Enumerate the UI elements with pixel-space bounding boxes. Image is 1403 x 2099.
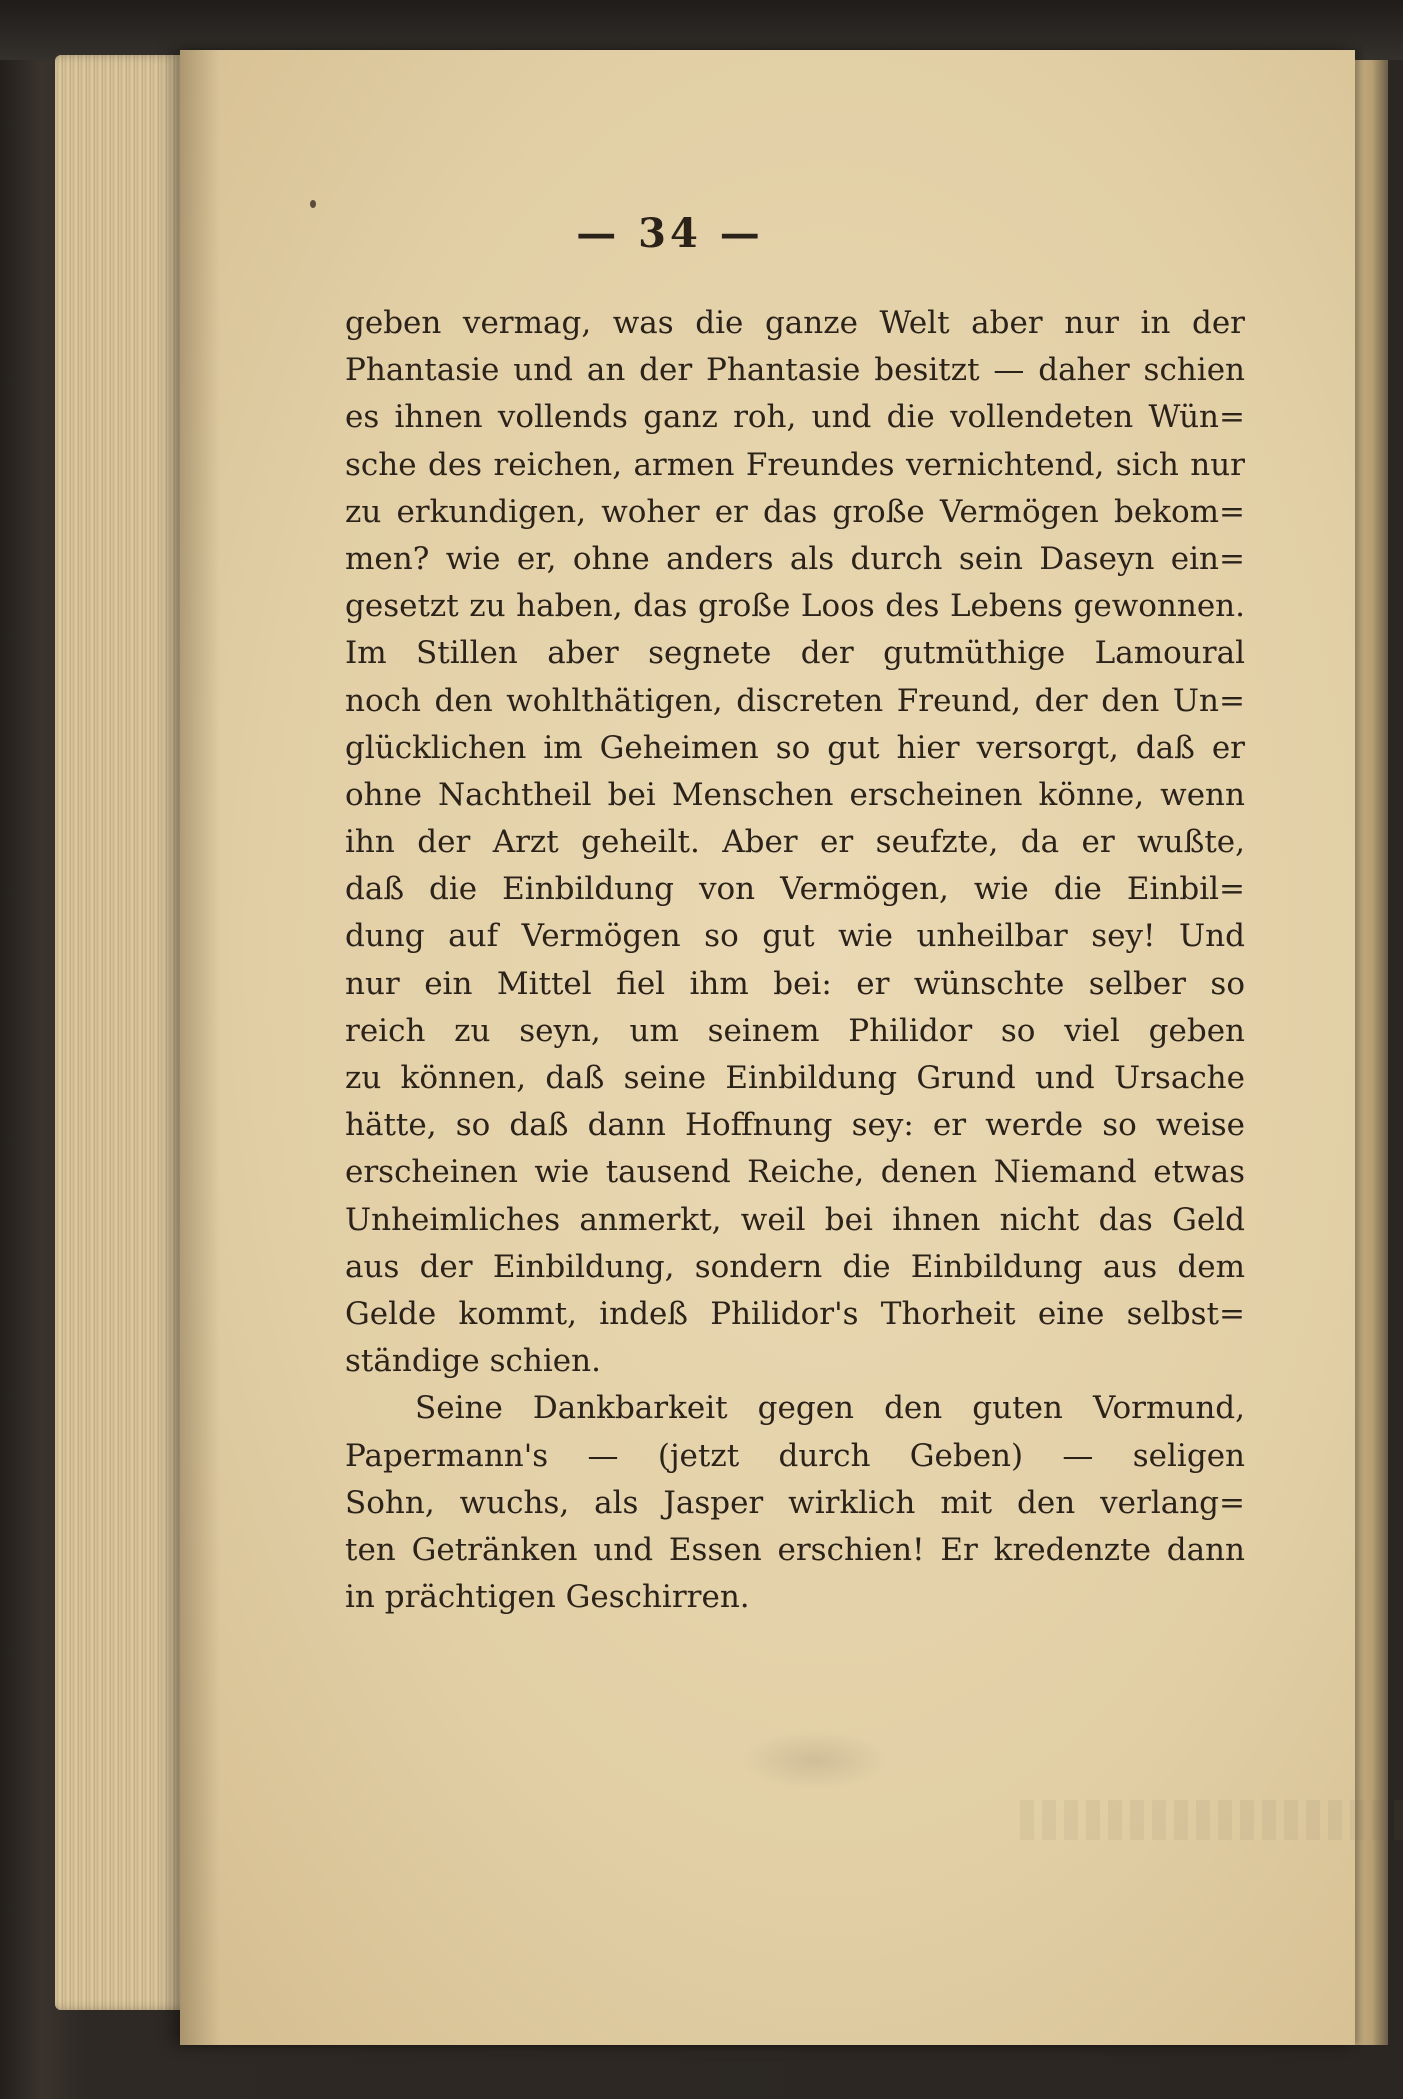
text-line: erscheinen wie tausend Reiche, denen Niemand etwas [345, 1154, 1245, 1191]
ink-spot [310, 200, 316, 208]
text-line: sche des reichen, armen Freundes vernichtend, sich nur [345, 446, 1245, 483]
text-line: reich zu seyn, um seinem Philidor so viel geben [345, 1012, 1245, 1049]
text-line: nur ein Mittel fiel ihm bei: er wünschte selber so [345, 965, 1245, 1002]
text-line: Seine Dankbarkeit gegen den guten Vormund, [415, 1390, 1245, 1427]
text-line: men? wie er, ohne anders als durch sein Daseyn ein= [345, 540, 1245, 577]
text-line: daß die Einbildung von Vermögen, wie die Einbil= [345, 871, 1245, 908]
text-line: Phantasie und an der Phantasie besitzt — daher schien [345, 352, 1245, 389]
text-line: noch den wohlthätigen, discreten Freund, der den Un= [345, 682, 1245, 719]
text-line: in prächtigen Geschirren. [345, 1579, 750, 1616]
text-line: ständige schien. [345, 1343, 601, 1380]
show-through-text [1020, 1800, 1403, 1840]
text-line: hätte, so daß dann Hoffnung sey: er werde so weise [345, 1107, 1245, 1144]
text-line: es ihnen vollends ganz roh, und die vollendeten Wün= [345, 399, 1245, 436]
text-line: geben vermag, was die ganze Welt aber nur in der [345, 305, 1245, 341]
text-line: Papermann's — (jetzt durch Geben) — seligen [345, 1437, 1245, 1474]
page-number: — 34 — [576, 210, 764, 257]
text-line: Gelde kommt, indeß Philidor's Thorheit eine selbst= [345, 1295, 1245, 1332]
show-through-mark [740, 1730, 890, 1790]
text-line: ohne Nachtheil bei Menschen erscheinen könne, wenn [345, 776, 1245, 813]
text-line: Im Stillen aber segnete der gutmüthige Lamoural [345, 635, 1245, 672]
page-edges-left [55, 55, 195, 2010]
text-line: zu können, daß seine Einbildung Grund und Ursache [345, 1060, 1245, 1096]
page-text [345, 300, 1245, 1621]
text-line: ihn der Arzt geheilt. Aber er seufzte, da er wußte, [345, 824, 1245, 861]
text-line: aus der Einbildung, sondern die Einbildung aus dem [345, 1248, 1245, 1285]
text-line: ten Getränken und Essen erschien! Er kredenzte dann [345, 1531, 1245, 1568]
text-line: zu erkundigen, woher er das große Vermögen bekom= [345, 493, 1245, 530]
text-line: Sohn, wuchs, als Jasper wirklich mit den verlang= [345, 1484, 1245, 1521]
text-line: gesetzt zu haben, das große Loos des Lebens gewonnen. [345, 588, 1245, 625]
text-line: glücklichen im Geheimen so gut hier versorgt, daß er [345, 729, 1245, 766]
text-line: dung auf Vermögen so gut wie unheilbar sey! Und [345, 918, 1245, 955]
text-line: Unheimliches anmerkt, weil bei ihnen nicht das Geld [345, 1201, 1245, 1238]
